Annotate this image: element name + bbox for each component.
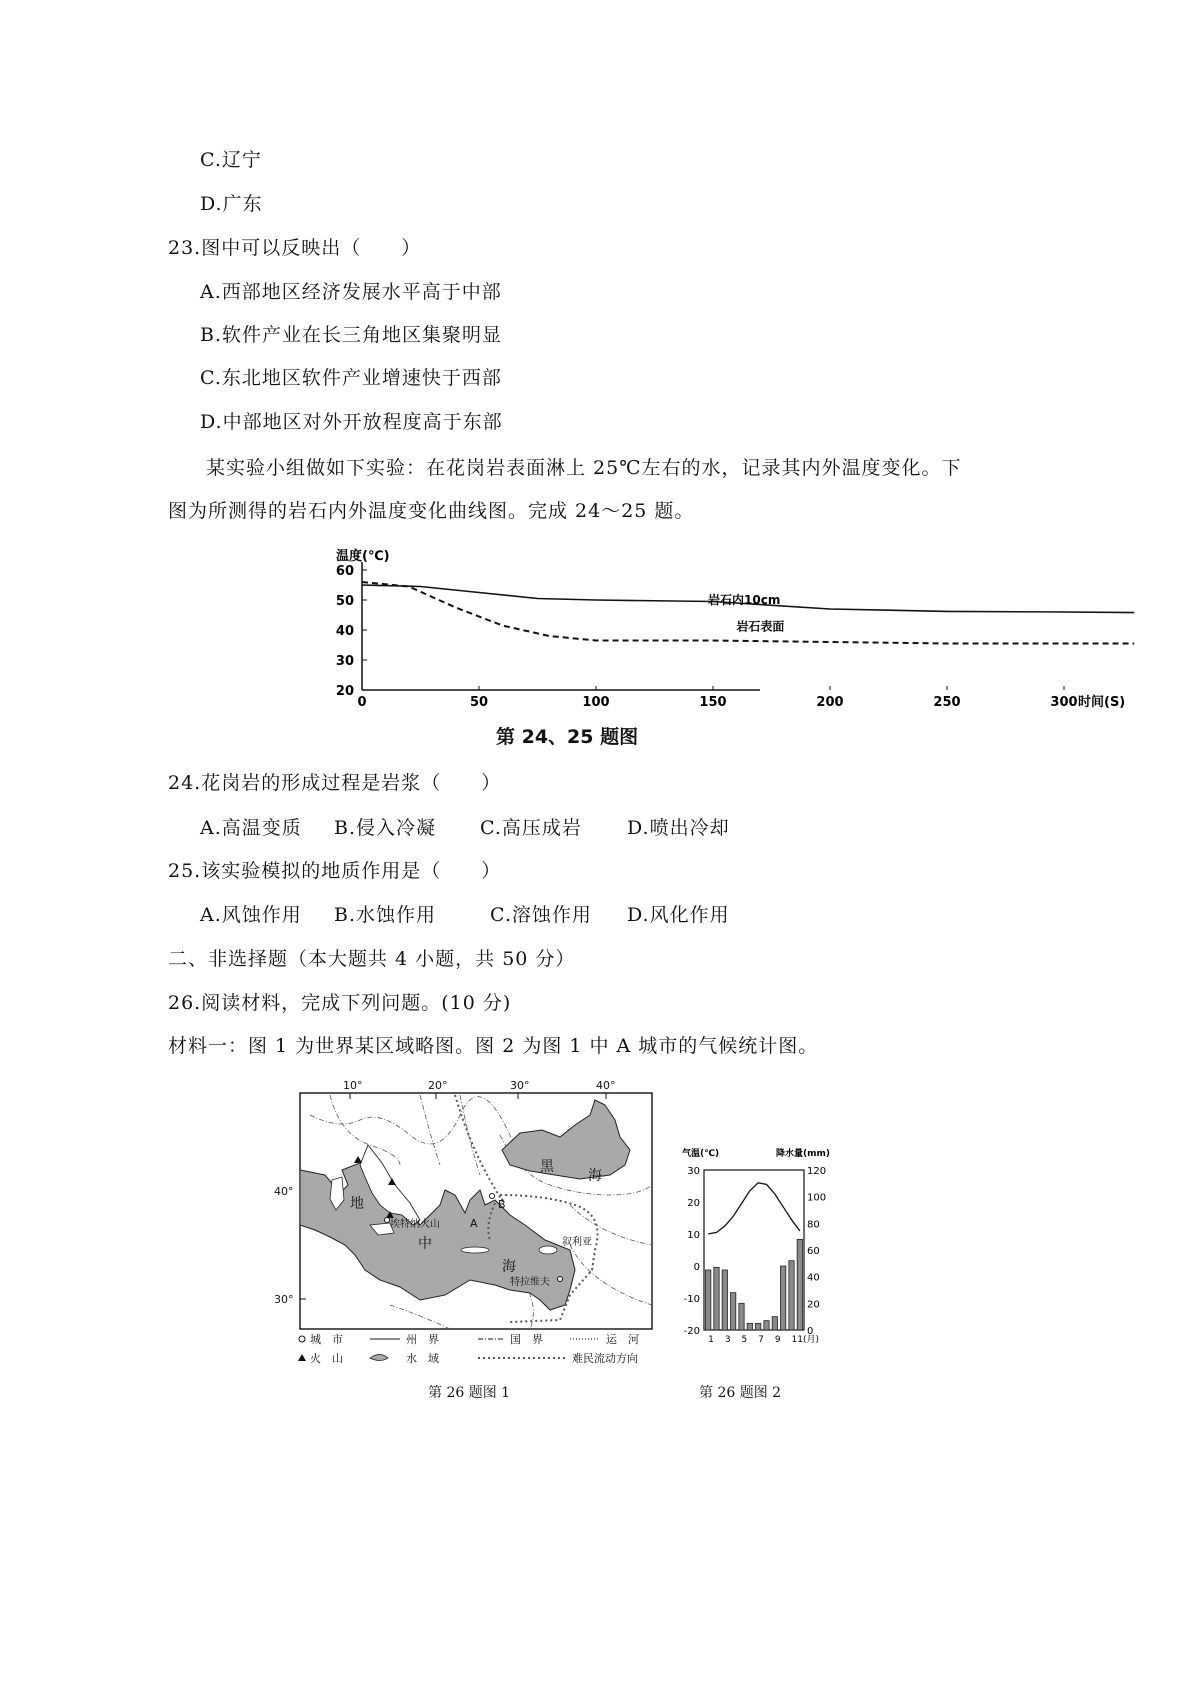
- q24-option-b: B.侵入冷凝: [334, 817, 437, 839]
- q23-stem: 23.图中可以反映出（ ）: [168, 237, 422, 259]
- x-tick-label: 250: [933, 695, 961, 710]
- precip-tick-label: 120: [807, 1166, 827, 1177]
- lon-label-10: 10°: [343, 1079, 363, 1092]
- q22-option-c: C.辽宁: [200, 149, 262, 171]
- city-icon: [385, 1218, 390, 1223]
- legend-water: 水 域: [406, 1352, 439, 1365]
- precip-tick-label: 60: [807, 1246, 820, 1257]
- temp-tick-label: 0: [693, 1262, 700, 1273]
- med-label-2: 中: [418, 1236, 432, 1252]
- q25-option-c: C.溶蚀作用: [490, 904, 592, 926]
- tel-aviv-label: 特拉维夫: [510, 1277, 550, 1288]
- precip-bar: [706, 1270, 711, 1330]
- q25-option-b: B.水蚀作用: [334, 904, 437, 926]
- point-a-label: A: [470, 1217, 478, 1230]
- precip-tick-label: 40: [807, 1272, 820, 1284]
- black-sea-label-2: 海: [588, 1168, 602, 1184]
- q26-stem: 26.阅读材料，完成下列问题。(10 分): [168, 992, 512, 1014]
- precip-bar: [731, 1293, 736, 1330]
- q24-stem: 24.花岗岩的形成过程是岩浆（ ）: [168, 772, 502, 794]
- section-title: 二、非选择题（本大题共 4 小题，共 50 分）: [168, 948, 576, 970]
- chart-labels: [336, 548, 1125, 710]
- temp-tick-label: -10: [683, 1294, 700, 1305]
- precip-bar: [789, 1261, 794, 1330]
- chart-caption: 第 24、25 题图: [496, 726, 639, 748]
- med-label-3: 海: [502, 1259, 516, 1275]
- precip-tick-label: 100: [807, 1192, 827, 1204]
- y-tick-label: 30: [335, 654, 354, 669]
- series-label-1: 岩石内10cm: [708, 593, 781, 607]
- lat-label-40: 40°: [274, 1185, 294, 1198]
- precip-tick-label: 0: [807, 1326, 814, 1337]
- region-map: [270, 1075, 670, 1375]
- chart-axes: [362, 562, 1064, 690]
- precip-bar: [781, 1266, 786, 1330]
- temp-axis-label: 气温(℃): [682, 1149, 720, 1159]
- legend-city-icon: [299, 1336, 305, 1342]
- legend-border: 国 界: [510, 1333, 543, 1346]
- precip-bar: [747, 1323, 752, 1330]
- q23-option-c: C.东北地区软件产业增速快于西部: [200, 367, 502, 389]
- y-axis-label: 温度(℃): [336, 549, 390, 564]
- x-tick-label: 100: [582, 695, 610, 710]
- city-icon: [490, 1194, 495, 1199]
- temperature-line-chart: [320, 530, 1126, 720]
- black-sea-label-1: 黑: [540, 1159, 554, 1175]
- legend-refugee: 难民流动方向: [572, 1352, 638, 1365]
- map-legend: [298, 1333, 639, 1365]
- x-tick-label: 300: [1050, 695, 1078, 710]
- intro-line-1: 某实验小组做如下实验：在花岗岩表面淋上 25℃左右的水，记录其内外温度变化。下: [206, 457, 962, 479]
- y-tick-label: 60: [335, 564, 354, 579]
- month-tick-label: 1: [708, 1335, 714, 1345]
- precip-tick-label: 20: [807, 1299, 820, 1311]
- legend-volcano-icon: [298, 1354, 306, 1361]
- q25-option-d: D.风化作用: [627, 904, 730, 926]
- q24-option-c: C.高压成岩: [480, 817, 582, 839]
- precip-bar: [756, 1323, 761, 1330]
- x-tick-label: 0: [357, 695, 367, 710]
- city-icon: [558, 1277, 563, 1282]
- precip-bar: [772, 1317, 777, 1330]
- precip-bar: [739, 1303, 744, 1330]
- cyprus-island: [539, 1246, 557, 1254]
- y-tick-label: 40: [335, 624, 354, 639]
- lon-label-30: 30°: [510, 1079, 530, 1092]
- syria-label: 叙利亚: [562, 1237, 592, 1248]
- point-b-label: B: [498, 1198, 506, 1211]
- temp-tick-label: 20: [687, 1198, 700, 1209]
- lon-label-20: 20°: [428, 1079, 448, 1092]
- climate-axes: [682, 1147, 830, 1345]
- med-label-1: 地: [350, 1196, 364, 1212]
- month-tick-label: 9: [774, 1335, 781, 1345]
- precip-tick-label: 80: [807, 1219, 820, 1231]
- x-tick-label: 150: [699, 695, 727, 710]
- chart-series: [362, 582, 1134, 644]
- legend-canal: 运 河: [606, 1333, 639, 1346]
- q24-option-d: D.喷出冷却: [627, 817, 730, 839]
- temp-tick-label: 30: [687, 1166, 700, 1177]
- month-tick-label: 3: [724, 1335, 731, 1345]
- legend-state: 州 界: [406, 1333, 439, 1346]
- series-label-2: 岩石表面: [736, 619, 785, 634]
- month-tick-label: 11(月): [791, 1335, 819, 1345]
- map-caption: 第 26 题图 1: [428, 1385, 511, 1401]
- q24-option-a: A.高温变质: [200, 817, 302, 839]
- climate-chart: [678, 1140, 838, 1350]
- month-tick-label: 5: [741, 1335, 748, 1345]
- month-tick-label: 7: [758, 1335, 764, 1345]
- q23-option-d: D.中部地区对外开放程度高于东部: [200, 411, 503, 433]
- q25-stem: 25.该实验模拟的地质作用是（ ）: [168, 860, 502, 882]
- intro-line-2: 图为所测得的岩石内外温度变化曲线图。完成 24～25 题。: [168, 500, 695, 522]
- precip-axis-label: 降水量(mm): [776, 1149, 830, 1159]
- temp-tick-label: 10: [687, 1230, 700, 1241]
- series-line-2: [362, 582, 1134, 644]
- q25-option-a: A.风蚀作用: [200, 904, 302, 926]
- etna-label: 埃特纳火山: [390, 1219, 440, 1230]
- y-tick-label: 50: [335, 594, 354, 609]
- precip-bar: [722, 1270, 727, 1330]
- crete-island: [461, 1247, 489, 1253]
- q22-option-d: D.广东: [200, 193, 263, 215]
- precip-bar: [714, 1267, 719, 1330]
- legend-water-icon: [370, 1355, 388, 1361]
- precip-bar: [797, 1239, 802, 1330]
- q26-material: 材料一：图 1 为世界某区域略图。图 2 为图 1 中 A 城市的气候统计图。: [168, 1035, 819, 1057]
- q23-option-a: A.西部地区经济发展水平高于中部: [200, 281, 502, 303]
- legend-city: 城 市: [310, 1333, 343, 1346]
- x-tick-label: 200: [816, 695, 844, 710]
- lon-label-40: 40°: [596, 1079, 616, 1092]
- lat-label-30: 30°: [274, 1293, 294, 1306]
- y-tick-label: 20: [335, 684, 354, 699]
- q23-option-b: B.软件产业在长三角地区集聚明显: [200, 324, 503, 346]
- climate-caption: 第 26 题图 2: [699, 1385, 782, 1401]
- precip-bar: [764, 1321, 769, 1330]
- legend-volcano: 火 山: [310, 1352, 343, 1365]
- temp-tick-label: -20: [683, 1326, 700, 1337]
- x-tick-label: 50: [469, 695, 489, 710]
- x-axis-label: 时间(S): [1078, 695, 1126, 710]
